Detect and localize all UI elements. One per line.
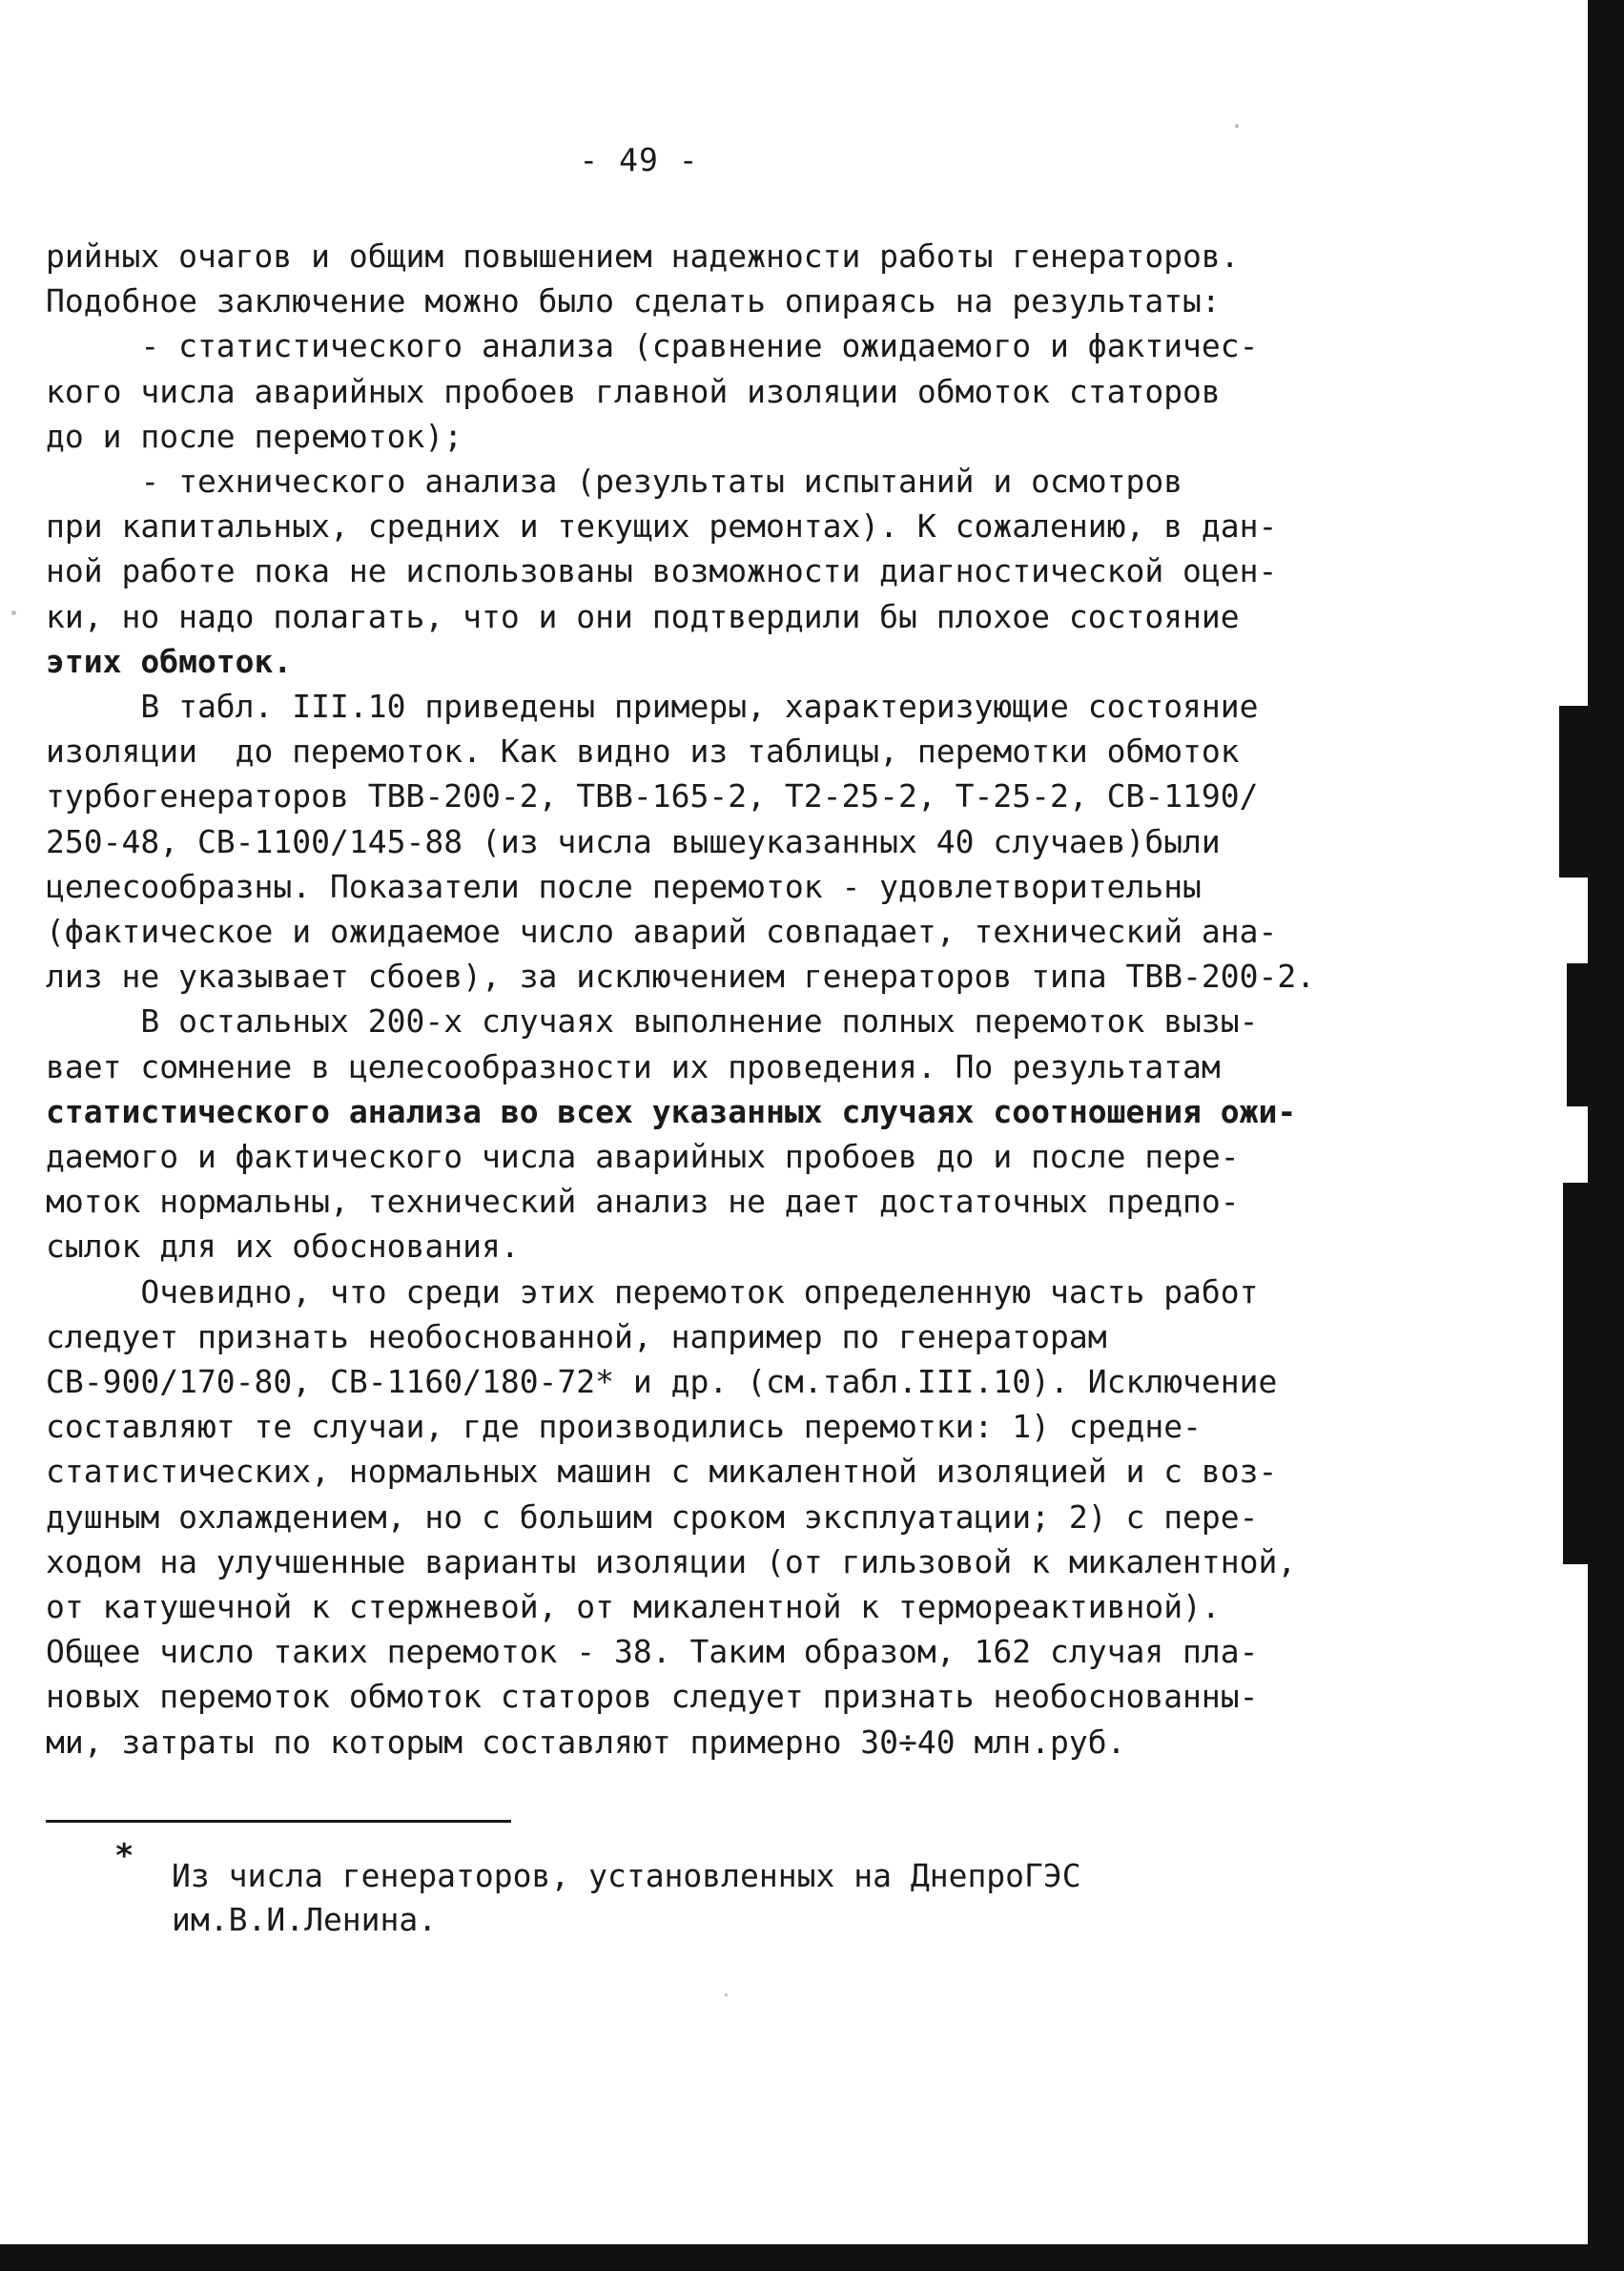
text-line: ходом на улучшенные варианты изоляции (от гильзовой к микалентной,	[46, 1543, 1297, 1580]
text-line: до и после перемоток);	[46, 418, 463, 455]
text-line: - статистического анализа (сравнение ожидаемого и фактичес-	[46, 327, 1259, 364]
text-line: следует признать необоснованной, например по генераторам	[46, 1318, 1107, 1355]
footnote-line: Из числа генераторов, установленных на ДнепроГЭС	[172, 1857, 1081, 1894]
text-line: вает сомнение в целесообразности их проведения. По результатам	[46, 1048, 1221, 1085]
text-line: Общее число таких перемоток - 38. Таким образом, 162 случая пла-	[46, 1633, 1259, 1670]
text-line: рийных очагов и общим повышением надежности работы генераторов.	[46, 237, 1240, 275]
text-line: Очевидно, что среди этих перемоток определенную часть работ	[46, 1273, 1259, 1311]
text-line: лиз не указывает сбоев), за исключением генераторов типа ТВВ-200-2.	[46, 958, 1316, 995]
text-line: В табл. III.10 приведены примеры, характеризующие состояние	[46, 688, 1259, 725]
text-line: сылок для их обоснования.	[46, 1228, 520, 1265]
text-line: СВ-900/170-80, СВ-1160/180-72* и др. (см.табл.III.10). Исключение	[46, 1363, 1278, 1400]
text-line: при капитальных, средних и текущих ремонтах). К сожалению, в дан-	[46, 507, 1278, 545]
text-line: от катушечной к стержневой, от микалентной к термореактивной).	[46, 1588, 1221, 1625]
text-line: 250-48, СВ-1100/145-88 (из числа вышеуказанных 40 случаев)были	[46, 823, 1221, 860]
text-line: новых перемоток обмоток статоров следует признать необоснованны-	[46, 1678, 1259, 1715]
text-line: изоляции до перемоток. Как видно из таблицы, перемотки обмоток	[46, 733, 1240, 770]
scan-artifact	[1563, 1183, 1588, 1564]
text-line: ной работе пока не использованы возможности диагностической оцен-	[46, 552, 1278, 589]
footnote-line: им.В.И.Ленина.	[172, 1901, 438, 1938]
text-line: статистического анализа во всех указанных случаях соотношения ожи-	[46, 1093, 1297, 1130]
scan-artifact	[1559, 706, 1588, 877]
scan-edge-bottom	[0, 2244, 1624, 2271]
speckle	[1235, 124, 1239, 128]
speckle	[11, 610, 16, 615]
speckle	[725, 1993, 728, 1996]
text-line: ки, но надо полагать, что и они подтвердили бы плохое состояние	[46, 598, 1240, 635]
text-line: В остальных 200-х случаях выполнение полных перемоток вызы-	[46, 1002, 1259, 1040]
text-line: статистических, нормальных машин с микалентной изоляцией и с воз-	[46, 1453, 1278, 1490]
text-line: Подобное заключение можно было сделать опираясь на результаты:	[46, 282, 1221, 320]
text-line: даемого и фактического числа аварийных пробоев до и после пере-	[46, 1138, 1240, 1175]
text-line: целесообразны. Показатели после перемоток - удовлетворительны	[46, 868, 1202, 905]
scan-artifact	[1567, 963, 1588, 1106]
text-line: моток нормальны, технический анализ не дает достаточных предпо-	[46, 1183, 1240, 1220]
text-line: - технического анализа (результаты испытаний и осмотров	[46, 463, 1183, 500]
text-line: ми, затраты по которым составляют примерно 30÷40 млн.руб.	[46, 1724, 1126, 1761]
scan-edge-right	[1588, 0, 1624, 2271]
text-line: составляют те случаи, где производились перемотки: 1) средне-	[46, 1408, 1202, 1445]
text-line: кого числа аварийных пробоев главной изоляции обмоток статоров	[46, 373, 1221, 410]
text-line: (фактическое и ожидаемое число аварий совпадает, технический ана-	[46, 913, 1278, 950]
text-line: этих обмоток.	[46, 643, 293, 680]
page-number: - 49 -	[579, 141, 699, 178]
text-line: душным охлаждением, но с большим сроком эксплуатации; 2) с пере-	[46, 1498, 1259, 1536]
footnote-marker: *	[114, 1837, 134, 1875]
footnote-divider	[46, 1820, 511, 1823]
text-line: турбогенераторов ТВВ-200-2, ТВВ-165-2, Т2-25-2, Т-25-2, СВ-1190/	[46, 777, 1259, 815]
